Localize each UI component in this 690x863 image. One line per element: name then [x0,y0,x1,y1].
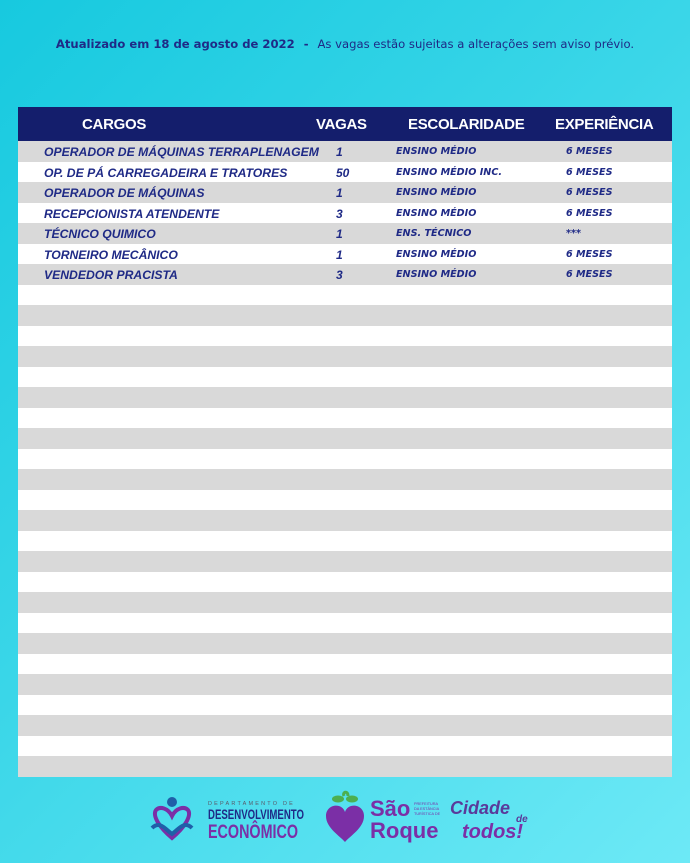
cell-cargo: VENDEDOR PRACISTA [44,268,178,282]
cell-experiencia: 6 MESES [566,187,613,198]
svg-text:DA ESTÂNCIA: DA ESTÂNCIA [414,807,440,811]
table-row [18,654,672,675]
cell-experiencia: 6 MESES [566,248,613,260]
grape-heart-icon [326,792,364,842]
table-row [18,244,672,265]
table-row [18,572,672,593]
svg-text:DESENVOLVIMENTO: DESENVOLVIMENTO [208,807,304,822]
table-row [18,285,672,306]
svg-text:PREFEITURA: PREFEITURA [414,802,439,806]
table-row [18,469,672,490]
header-cargos: CARGOS [82,116,147,133]
table-row [18,408,672,429]
table-body [18,141,672,777]
table-row [18,428,672,449]
svg-text:DEPARTAMENTO DE: DEPARTAMENTO DE [208,801,295,807]
cell-cargo: RECEPCIONISTA ATENDENTE [44,206,220,221]
notice-message: As vagas estão sujeitas a alterações sem aviso prévio. [317,37,635,51]
table-row [18,674,672,695]
update-date: Atualizado em 18 de agosto de 2022 [55,37,295,51]
cell-vagas: 3 [336,268,343,282]
cell-vagas: 1 [336,186,343,200]
header-experiencia: EXPERIÊNCIA [555,116,654,133]
people-heart-icon [152,797,192,838]
table-row [18,510,672,531]
cell-experiencia: 6 MESES [566,146,613,157]
notice-separator: - [303,37,309,51]
cell-vagas: 1 [336,247,343,262]
svg-text:Roque: Roque [370,818,439,843]
table-row [18,203,672,224]
svg-text:TURÍSTICA DE: TURÍSTICA DE [414,812,441,816]
footer-logos [0,786,690,846]
table-row [18,346,672,367]
cell-vagas: 3 [336,206,343,221]
cell-experiencia: 6 MESES [566,166,613,178]
table-row [18,531,672,552]
cell-cargo: TORNEIRO MECÂNICO [44,247,178,262]
cell-cargo: OPERADOR DE MÁQUINAS TERRAPLENAGEM [44,145,319,159]
table-row [18,633,672,654]
table-row [18,223,672,244]
table-row [18,141,672,162]
cell-experiencia: 6 MESES [566,207,613,219]
logo-desenvolvimento-economico [146,790,328,846]
cell-cargo: OP. DE PÁ CARREGADEIRA E TRATORES [44,165,288,180]
cell-experiencia: *** [566,228,582,239]
table-row [18,326,672,347]
cell-escolaridade: ENSINO MÉDIO [396,207,477,219]
header-vagas: VAGAS [316,116,367,133]
update-notice [0,37,690,51]
svg-text:ECONÔMICO: ECONÔMICO [208,822,328,843]
logo-cidade-de-todos [446,790,556,846]
table-row [18,715,672,736]
cell-cargo: OPERADOR DE MÁQUINAS [44,186,205,200]
table-row [18,182,672,203]
vacancies-table [18,107,672,776]
svg-text:São: São [370,796,411,821]
table-row [18,264,672,285]
svg-text:de: de [516,814,528,825]
table-row [18,695,672,716]
table-row [18,305,672,326]
cell-vagas: 50 [336,165,350,180]
cell-vagas: 1 [336,145,343,159]
cell-escolaridade: ENSINO MÉDIO [396,248,477,260]
cell-escolaridade: ENSINO MÉDIO [396,187,477,198]
cell-escolaridade: ENSINO MÉDIO [396,146,477,157]
table-row [18,592,672,613]
cell-cargo: TÉCNICO QUIMICO [44,227,156,241]
cell-escolaridade: ENSINO MÉDIO [396,269,477,280]
header-escolaridade: ESCOLARIDADE [408,116,525,133]
logo-sao-roque [322,790,452,846]
cell-escolaridade: ENS. TÉCNICO [396,228,472,239]
table-row [18,756,672,777]
table-header [18,107,672,141]
svg-text:Cidade: Cidade [450,798,511,818]
table-row [18,613,672,634]
cell-vagas: 1 [336,227,343,241]
table-row [18,551,672,572]
table-row [18,449,672,470]
table-row [18,367,672,388]
cell-experiencia: 6 MESES [566,269,613,280]
svg-text:todos!: todos! [462,821,524,843]
table-row [18,490,672,511]
cell-escolaridade: ENSINO MÉDIO INC. [396,166,502,178]
table-row [18,736,672,757]
table-row [18,387,672,408]
table-row [18,162,672,183]
